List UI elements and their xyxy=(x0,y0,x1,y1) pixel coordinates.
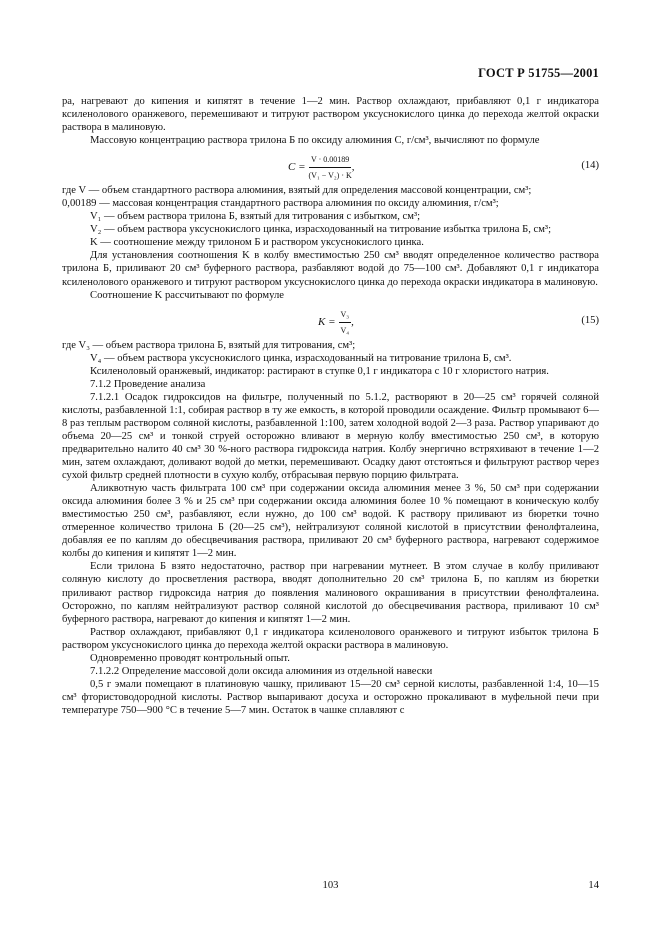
paragraph: ра, нагревают до кипения и кипятят в течение 1—2 мин. Раствор охлаждают, прибавляют 0,1 г индикатора ксиленолового оранжевого, перемешивают и титруют раствором уксуснокислого цинка до перехода желтой окраски раствора в малиновую. xyxy=(62,96,599,134)
paragraph: 7.1.2.1 Осадок гидроксидов на фильтре, полученный по 5.1.2, растворяют в 20—25 см³ горячей соляной кислоты, разбавленной 1:1, собирая раствор в ту же емкость, в которой проводили осаждение. Фильтр промывают 6—8 раз теплым раствором соляной кислоты, разбавленной 1:100, затем холодной водой 2—3 раза. Раствор упаривают до объема 20—25 см³ и тонкой струей осторожно вливают в мерную колбу вместимостью 250 см³, в которую предварительно налито 40 см³ 30 %-ного раствора гидроксида натрия. Колбу энергично встряхивают в течение 1—2 мин, затем охлаждают, доливают водой до метки, перемешивают. Осадку дают отстояться и фильтруют раствор через сухой фильтр средней плотности в сухую колбу, отбрасывая первую порцию фильтрата. xyxy=(62,391,599,482)
sheet-number: 14 xyxy=(588,880,599,891)
section-heading: 7.1.2.2 Определение массовой доли оксида алюминия из отдельной навески xyxy=(90,665,433,677)
definition-line: V₂ — объем раствора уксуснокислого цинка, израсходованный на титрование избытка трилона Б, см³; xyxy=(90,224,552,236)
formula-14-definitions xyxy=(62,184,599,249)
paragraph: Одновременно проводят контрольный опыт. xyxy=(90,652,290,664)
paragraph: Соотношение K рассчитывают по формуле xyxy=(90,289,284,301)
paragraph: Аликвотную часть фильтрата 100 см³ при содержании оксида алюминия менее 3 %, 50 см³ при содержании оксида алюминия более 3 % и 25 см³ при содержании оксида алюминия более 10 % помещают в коническую колбу вместимостью 250 см³, разбавляют, если нужно, до 100 см³ водой. К раствору приливают из бюретки точно отмеренное количество трилона Б (20—25 см³), нейтрализуют соляной кислотой в присутствии фенолфталеина, добавляя ее по каплям до обесцвечивания раствора, приливают 20 см³ буферного раствора, нагревают содержимое колбы до кипения и кипятят 1—2 мин. xyxy=(62,483,599,560)
formula-14 xyxy=(62,151,599,181)
definition-line: V₁ — объем раствора трилона Б, взятый для титрования с избытком, см³; xyxy=(90,211,421,223)
paragraph: 0,5 г эмали помещают в платиновую чашку, приливают 15—20 см³ серной кислоты, разбавленной 1:4, 10—15 см³ фтористоводородной кислоты. Раствор выпаривают досуха и осторожно прокаливают в муфельной печи при температуре 750—900 °С в течение 5—7 мин. Остаток в чашке сплавляют с xyxy=(62,678,599,716)
paragraph: Раствор охлаждают, прибавляют 0,1 г индикатора ксиленолового оранжевого и титруют избыток трилона Б раствором уксуснокислого цинка до перехода желтой окраски раствора в малиновую. xyxy=(62,626,599,651)
formula-suffix: , xyxy=(351,161,355,174)
definition-line: 0,00189 — массовая концентрация стандартного раствора алюминия по оксиду алюминия, г/см³; xyxy=(62,198,499,210)
definition-line: где V — объем стандартного раствора алюминия, взятый для определения массовой концентрации, см³; xyxy=(62,185,532,197)
document-header: ГОСТ Р 51755—2001 xyxy=(478,66,599,80)
formula-expression xyxy=(288,153,355,182)
formula-fraction xyxy=(339,308,352,337)
paragraph: Ксиленоловый оранжевый, индикатор: растирают в ступке 0,1 г индикатора с 10 г хлористого натрия. xyxy=(90,365,549,377)
definition-line: K — соотношение между трилоном Б и раствором уксуснокислого цинка. xyxy=(90,237,424,249)
formula-number: (15) xyxy=(581,314,599,326)
formula-numerator: V₃ xyxy=(339,308,352,323)
formula-denominator: V₄ xyxy=(340,325,350,335)
page-number: 103 xyxy=(322,880,339,891)
formula-suffix: , xyxy=(351,315,354,328)
formula-lhs: K = xyxy=(318,315,336,328)
formula-expression xyxy=(318,308,354,337)
formula-fraction xyxy=(309,153,352,182)
paragraph: Массовую концентрацию раствора трилона Б по оксиду алюминия C, г/см³, вычисляют по формуле xyxy=(90,135,540,147)
formula-15 xyxy=(62,306,599,336)
paragraph: Если трилона Б взято недостаточно, раствор при нагревании мутнеет. В этом случае в колбу приливают соляную кислоту до просветления раствора, вводят дополнительно 20 см³ трилона Б, по каплям из бюретки приливают раствор гидроксида натрия до появления малинового окрашивания в присутствии фенолфталеина. Осторожно, по каплям нейтрализуют раствор соляной кислотой до обесцвечивания раствора, приливают 10 см³ буферного раствора, нагревают до кипения и кипятят 1—2 мин. xyxy=(62,561,599,625)
section-heading: 7.1.2 Проведение анализа xyxy=(90,378,206,390)
formula-lhs: C = xyxy=(288,161,306,174)
formula-number: (14) xyxy=(581,160,599,172)
definition-line: где V₃ — объем раствора трилона Б, взятый для титрования, см³; xyxy=(62,339,356,351)
formula-numerator: V · 0.00189 xyxy=(309,153,351,168)
paragraph: Для установления соотношения K в колбу вместимостью 250 см³ вводят определенное количество раствора трилона Б, приливают 20 см³ буферного раствора, разбавляют водой до 75—100 см³. Добавляют 0,1 г индикатора ксиленолового оранжевого и титруют раствором уксуснокислого цинка до перехода окраски индикатора в малиновую. xyxy=(62,250,599,288)
formula-denominator: (V₁ − V₂) · K xyxy=(308,171,352,181)
definition-line: V₄ — объем раствора уксуснокислого цинка, израсходованный на титрование трилона Б, см³. xyxy=(90,352,512,364)
formula-15-definitions xyxy=(62,339,599,365)
page-body xyxy=(62,95,599,717)
